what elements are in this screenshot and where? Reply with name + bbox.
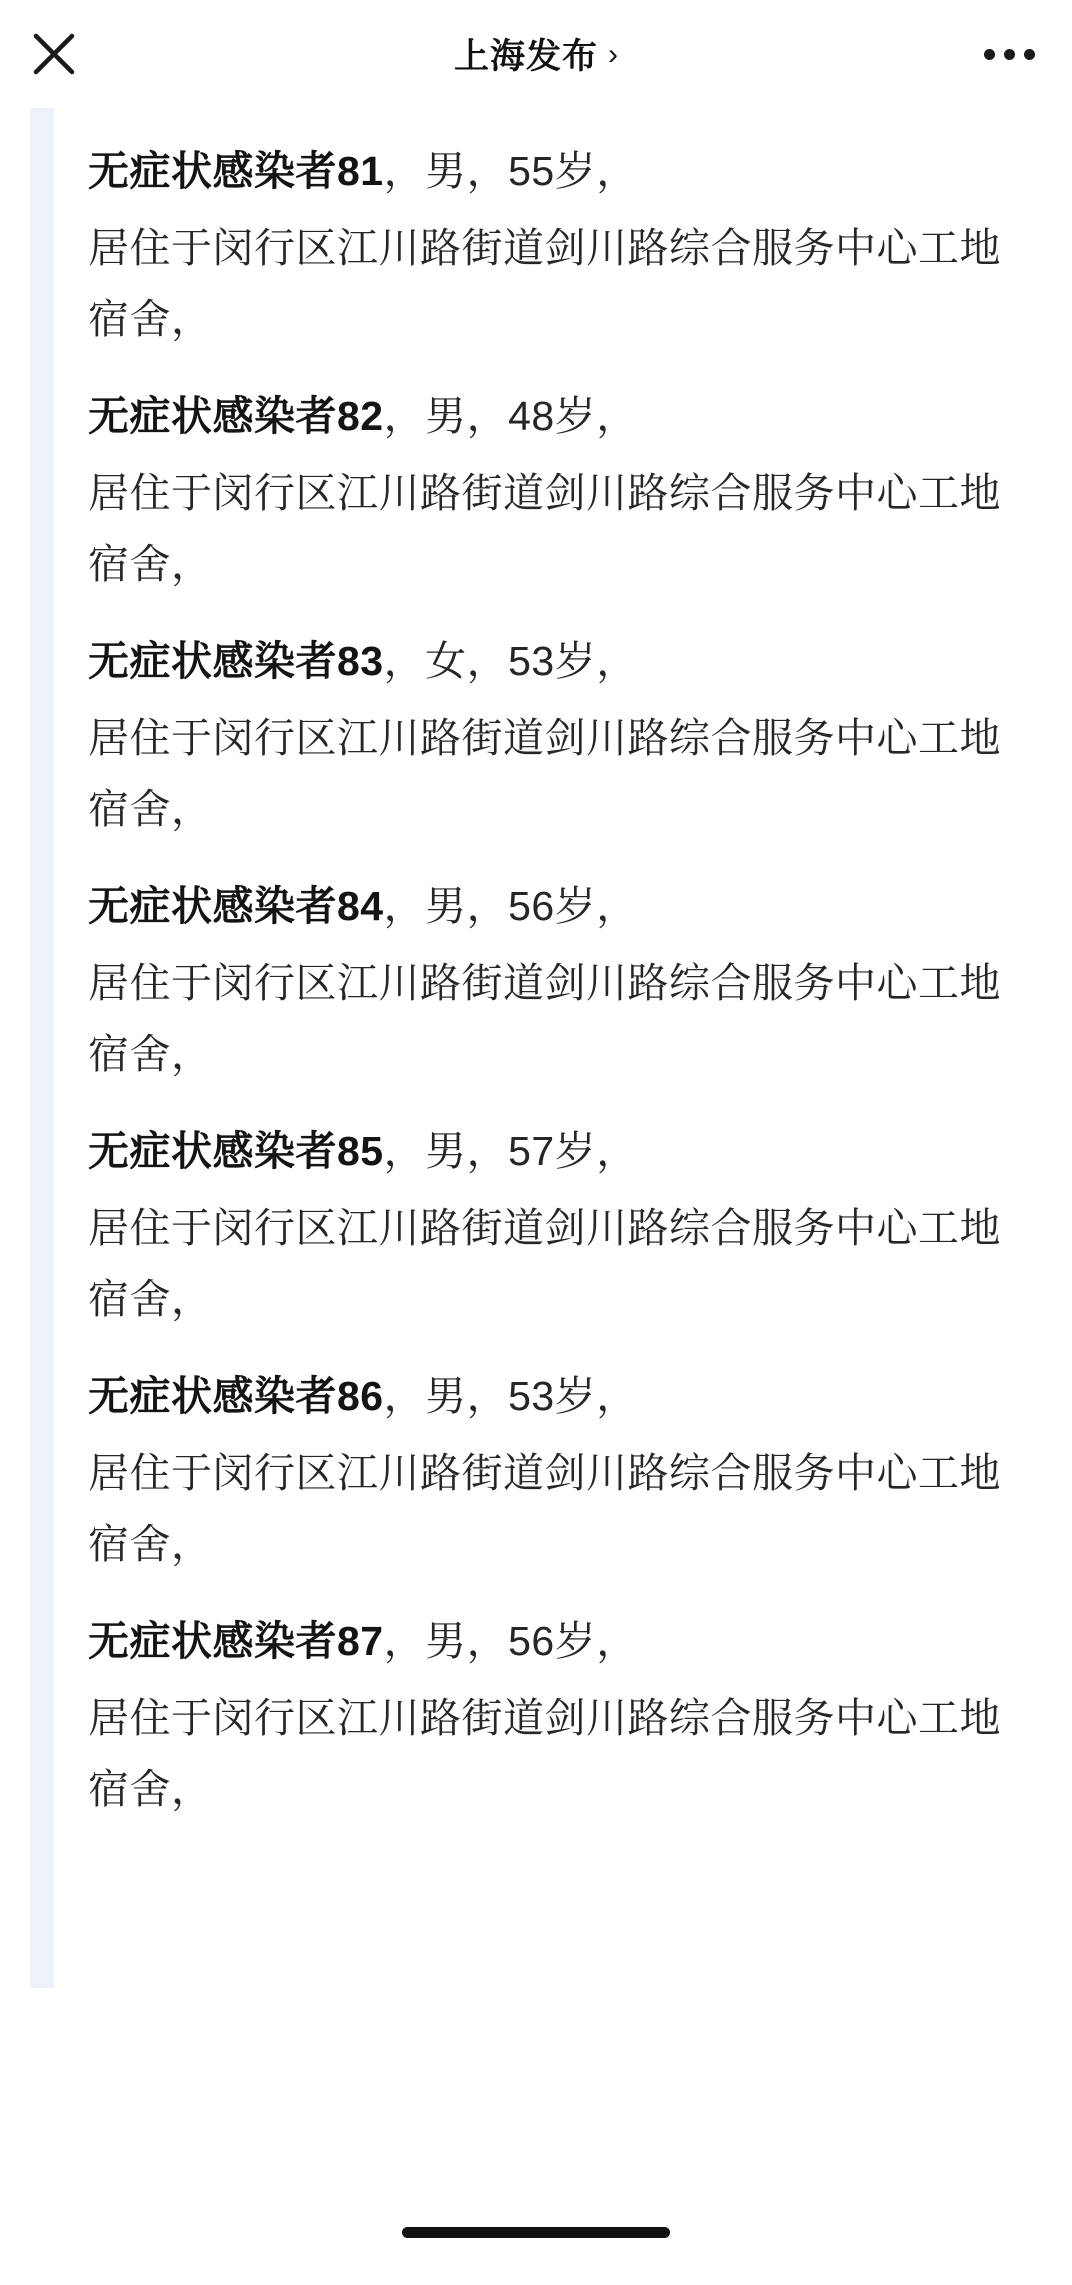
case-heading (88, 1606, 1010, 1677)
case-demographics: ，男，53岁， (383, 1373, 638, 1419)
top-navigation-bar (0, 0, 1072, 108)
case-residence: 居住于闵行区江川路街道剑川路综合服务中心工地宿舍， (88, 1450, 1001, 1567)
case-heading (88, 1116, 1010, 1187)
article-body (0, 108, 1072, 1825)
case-heading (88, 381, 1010, 452)
case-residence: 居住于闵行区江川路街道剑川路综合服务中心工地宿舍， (88, 1205, 1001, 1322)
case-residence: 居住于闵行区江川路街道剑川路综合服务中心工地宿舍， (88, 715, 1001, 832)
case-demographics: ，男，56岁， (383, 883, 638, 929)
bottom-bar (0, 2196, 1072, 2285)
case-label: 无症状感染者85 (88, 1128, 384, 1174)
case-demographics: ，男，56岁， (383, 1618, 638, 1664)
case-heading (88, 1361, 1010, 1432)
case-label: 无症状感染者82 (88, 393, 384, 439)
case-heading (88, 136, 1010, 207)
page-title-label: 上海发布 (453, 37, 598, 76)
case-residence: 居住于闵行区江川路街道剑川路综合服务中心工地宿舍， (88, 470, 1001, 587)
case-label: 无症状感染者81 (88, 148, 384, 194)
case-residence: 居住于闵行区江川路街道剑川路综合服务中心工地宿舍， (88, 960, 1001, 1077)
case-heading (88, 871, 1010, 942)
case-demographics: ，女，53岁， (383, 638, 638, 684)
case-residence: 居住于闵行区江川路街道剑川路综合服务中心工地宿舍， (88, 225, 1001, 342)
case-demographics: ，男，55岁， (383, 148, 638, 194)
case-demographics: ，男，48岁， (383, 393, 638, 439)
home-indicator[interactable] (402, 2227, 670, 2238)
case-label: 无症状感染者87 (88, 1618, 384, 1664)
case-label: 无症状感染者86 (88, 1373, 384, 1419)
case-label: 无症状感染者83 (88, 638, 384, 684)
case-label: 无症状感染者84 (88, 883, 384, 929)
close-icon[interactable] (22, 22, 86, 86)
article-content-area (0, 108, 1072, 2196)
more-options-icon[interactable] (974, 24, 1044, 84)
case-heading (88, 626, 1010, 697)
page-title[interactable] (454, 29, 618, 79)
chevron-right-icon: › (608, 38, 618, 71)
case-residence: 居住于闵行区江川路街道剑川路综合服务中心工地宿舍， (88, 1695, 1001, 1812)
case-demographics: ，男，57岁， (383, 1128, 638, 1174)
